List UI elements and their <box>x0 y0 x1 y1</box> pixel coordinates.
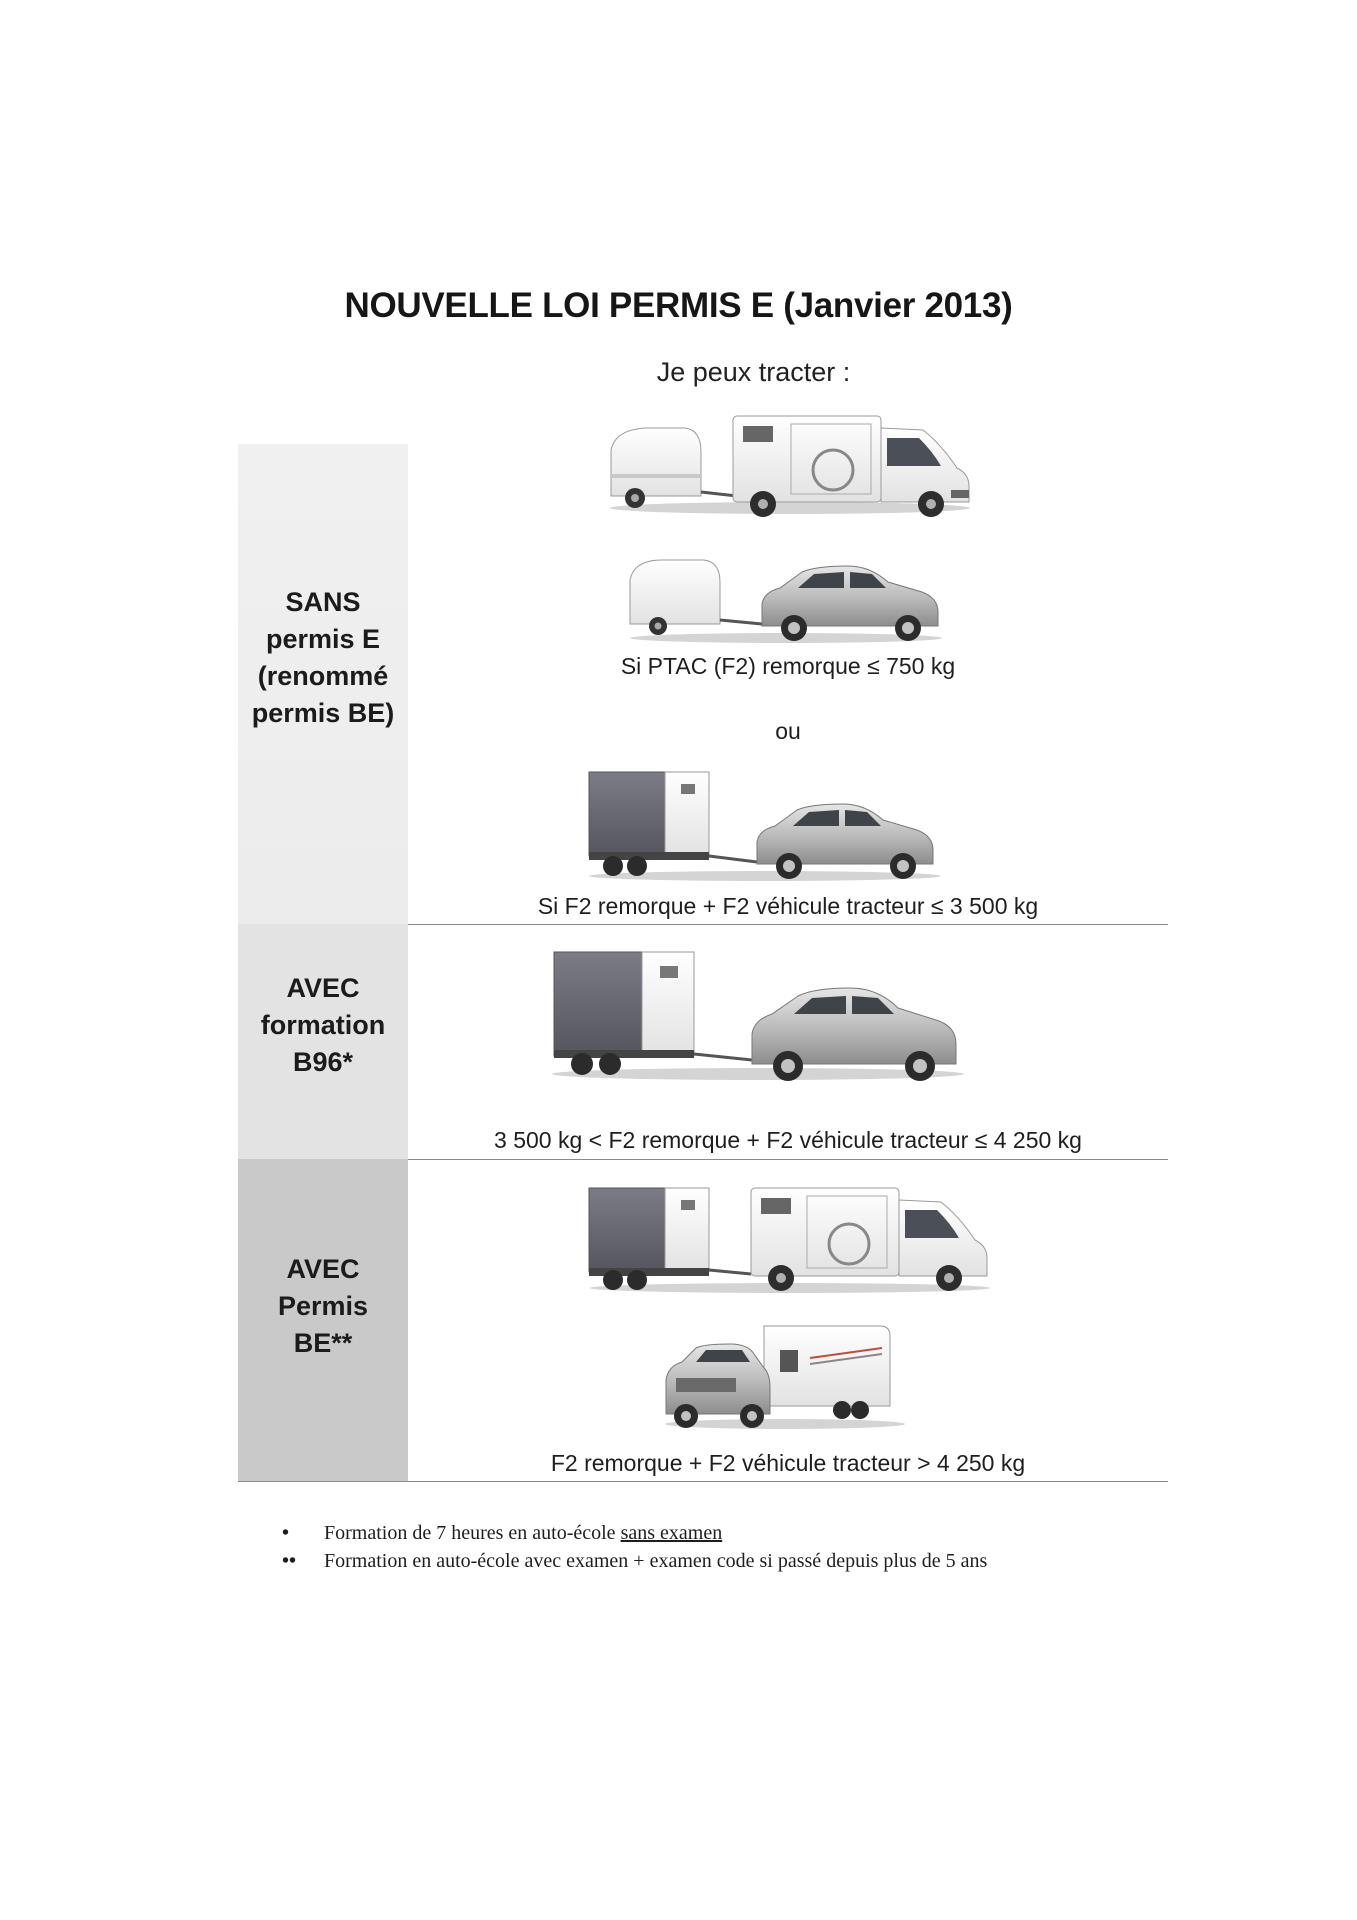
page-title: NOUVELLE LOI PERMIS E (Janvier 2013) <box>344 286 1013 325</box>
car-with-small-trailer-image <box>626 548 946 648</box>
caption-ptac-750: Si PTAC (F2) remorque ≤ 750 kg <box>620 653 956 679</box>
caption-over-4250: F2 remorque + F2 véhicule tracteur > 4 250 kg <box>550 1450 1026 1476</box>
van-with-horse-trailer-image <box>585 1182 995 1298</box>
footnotes <box>282 1522 987 1578</box>
car-with-horse-trailer-image <box>585 766 945 886</box>
separator-ou: ou <box>775 718 801 744</box>
section-label: SANS permis E (renommé permis BE) <box>251 587 395 728</box>
footnote: •• Formation en auto-école avec examen + examen code si passé depuis plus de 5 ans <box>282 1550 988 1572</box>
suv-with-caravan-image <box>660 1318 910 1434</box>
section-sans-permis-e <box>238 444 408 924</box>
section-permis-be <box>238 1159 408 1482</box>
section-formation-b96 <box>238 924 408 1159</box>
suv-with-horse-trailer-image <box>548 946 968 1086</box>
footnote: • Formation de 7 heures en auto-école sans examen <box>282 1522 723 1544</box>
section-label: AVEC Permis BE** <box>277 1254 369 1358</box>
section-label: AVEC formation B96* <box>260 973 386 1077</box>
caption-4250: 3 500 kg < F2 remorque + F2 véhicule tracteur ≤ 4 250 kg <box>494 1127 1082 1153</box>
caption-3500: Si F2 remorque + F2 véhicule tracteur ≤ 3 500 kg <box>537 893 1039 919</box>
page-subtitle: Je peux tracter : <box>656 357 851 387</box>
van-with-small-trailer-image <box>605 408 975 520</box>
section-divider <box>238 1481 1168 1482</box>
